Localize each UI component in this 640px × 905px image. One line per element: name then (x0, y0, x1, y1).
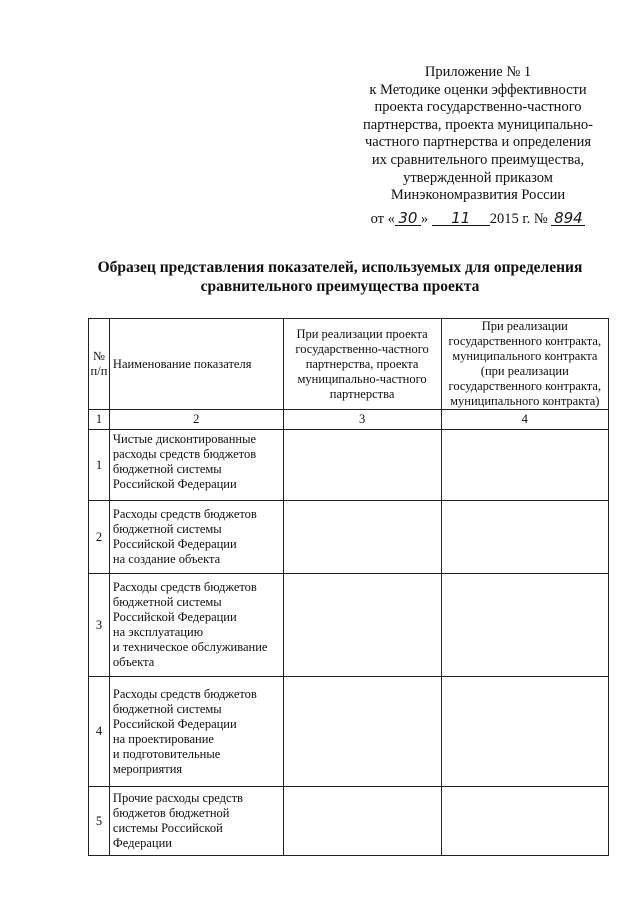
annex-line: их сравнительного преимущества, (371, 151, 585, 168)
row-name-line: бюджетной системы (112, 701, 222, 716)
index-cell: 2 (109, 410, 283, 430)
row-name-line: Чистые дисконтированные (112, 432, 257, 446)
row-number: 2 (89, 501, 110, 574)
annex-line: Минэкономразвития России (390, 187, 566, 204)
row-name-line: и техническое обслуживание (112, 640, 268, 654)
annex-line: частного партнерства и определения (364, 134, 592, 151)
row-name-line: бюджетов бюджетной (112, 806, 230, 820)
ppp-value-cell (283, 787, 441, 856)
row-name-line: системы Российской (112, 821, 223, 835)
table-row (89, 574, 609, 677)
table-row (89, 430, 609, 501)
table-row (89, 787, 609, 856)
row-name-line: Расходы средств бюджетов (112, 580, 257, 594)
row-name (109, 677, 283, 787)
row-name-line: Российской Федерации (112, 537, 237, 551)
document-title (60, 258, 620, 296)
gov-value-cell (441, 677, 608, 787)
order-day-handwritten: 30 (395, 211, 421, 226)
annex-line: Приложение № 1 (424, 64, 532, 80)
row-number: 4 (89, 677, 110, 787)
header-name: Наименование показателя (109, 319, 283, 410)
row-number: 3 (89, 574, 110, 677)
row-name-line: Федерации (112, 836, 172, 850)
row-name (109, 787, 283, 856)
header-gov: При реализации государственного контракта, муниципального контракта (при реализации государственного контракта, муниципального контракта) (441, 319, 608, 410)
annex-header (328, 64, 628, 228)
annex-line: к Методике оценки эффективности (369, 81, 587, 98)
table-index-row (89, 410, 609, 430)
title-line-2: сравнительного преимущества проекта (200, 278, 480, 295)
row-number: 5 (89, 787, 110, 856)
annex-line: проекта государственно-частного (374, 99, 582, 116)
indicators-table (88, 318, 609, 856)
annex-line: утвержденной приказом (403, 169, 553, 186)
gov-value-cell (441, 501, 608, 574)
row-name-line: мероприятия (112, 761, 183, 776)
row-name-line: на проектирование (112, 731, 214, 746)
row-name-line: Российской Федерации (112, 477, 237, 491)
order-line (328, 208, 628, 229)
table-row (89, 677, 609, 787)
table-row (89, 501, 609, 574)
row-name-line: бюджетной системы (112, 595, 222, 609)
order-month-handwritten: 11 (432, 211, 490, 226)
row-name (109, 574, 283, 677)
row-name-line: Прочие расходы средств (112, 791, 243, 805)
order-year: 2015 г. № (489, 210, 548, 227)
annex-line: партнерства, проекта муниципально- (363, 116, 593, 133)
row-name-line: Расходы средств бюджетов (112, 507, 257, 521)
row-name-line: бюджетной системы (112, 462, 222, 476)
row-name-line: Российской Федерации (112, 610, 237, 624)
index-cell: 1 (89, 410, 110, 430)
ppp-value-cell (283, 430, 441, 501)
ppp-value-cell (283, 501, 441, 574)
row-name-line: расходы средств бюджетов (112, 447, 257, 461)
row-name-line: и подготовительные (112, 746, 221, 761)
row-name-line: на создание объекта (112, 552, 221, 566)
header-num: № п/п (89, 319, 110, 410)
table-header-row (89, 319, 609, 410)
row-number: 1 (89, 430, 110, 501)
order-number-handwritten: 894 (551, 211, 585, 226)
ppp-value-cell (283, 677, 441, 787)
row-name-line: Расходы средств бюджетов (112, 686, 257, 701)
row-name-line: объекта (112, 655, 155, 669)
gov-value-cell (441, 430, 608, 501)
header-ppp: При реализации проекта государственно-частного партнерства, проекта муниципально-частного партнерства (283, 319, 441, 410)
row-name-line: бюджетной системы (112, 522, 222, 536)
index-cell: 4 (441, 410, 608, 430)
ppp-value-cell (283, 574, 441, 677)
gov-value-cell (441, 574, 608, 677)
order-mid: » (420, 210, 429, 227)
row-name-line: на эксплуатацию (112, 625, 204, 639)
row-name-line: Российской Федерации (112, 716, 237, 731)
order-prefix: от « (370, 210, 395, 227)
row-name (109, 501, 283, 574)
title-line-1: Образец представления показателей, используемых для определения (97, 259, 583, 276)
index-cell: 3 (283, 410, 441, 430)
row-name (109, 430, 283, 501)
gov-value-cell (441, 787, 608, 856)
